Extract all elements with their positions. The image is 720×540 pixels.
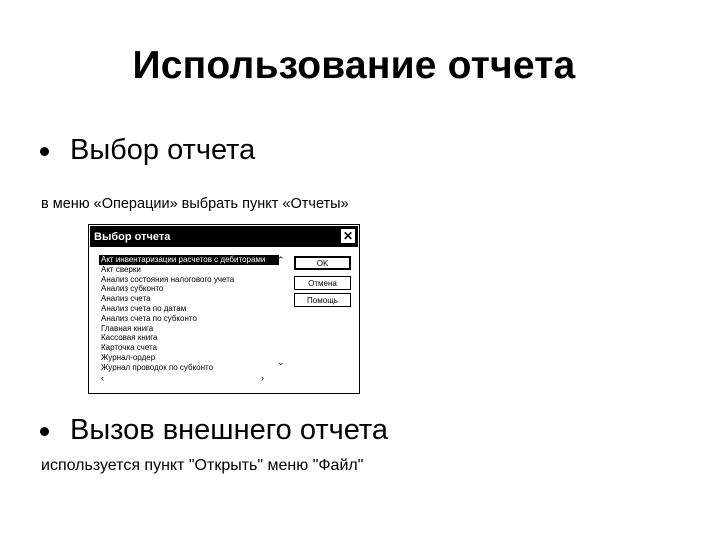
ok-button[interactable]: OK: [294, 256, 351, 270]
list-item[interactable]: Анализ счета по субконто: [101, 313, 197, 323]
scroll-down-icon[interactable]: ⌄: [277, 357, 285, 367]
dialog-title: Выбор отчета: [94, 230, 171, 243]
scroll-up-icon[interactable]: ⌃: [277, 255, 285, 265]
report-list[interactable]: [99, 255, 279, 375]
scroll-left-icon[interactable]: ‹: [101, 373, 104, 383]
bullet-dot: [40, 147, 49, 156]
list-item[interactable]: Акт инвентаризации расчетов с дебиторами: [99, 255, 279, 265]
list-item[interactable]: Анализ состояния налогового учета: [101, 274, 235, 284]
scroll-right-icon[interactable]: ›: [261, 373, 264, 383]
list-item[interactable]: Кассовая книга: [101, 333, 158, 343]
bullet-report-selection: [40, 134, 255, 167]
instruction-text: используется пункт "Открыть" меню "Файл": [41, 457, 364, 474]
list-item[interactable]: Главная книга: [101, 323, 154, 333]
bullet-external-report: [40, 414, 388, 447]
list-item[interactable]: Анализ субконто: [101, 284, 164, 294]
close-icon[interactable]: ✕: [342, 229, 354, 243]
list-item[interactable]: Карточка счета: [101, 343, 158, 353]
bullet-label: Выбор отчета: [70, 134, 256, 166]
help-button[interactable]: Помощь: [294, 293, 351, 307]
list-item[interactable]: Акт сверки: [101, 264, 141, 274]
dialog-titlebar: [90, 226, 358, 247]
list-item[interactable]: Анализ счета: [101, 294, 151, 304]
report-selection-dialog: [88, 224, 360, 394]
bullet-dot: [40, 427, 49, 436]
list-item[interactable]: Анализ счета по датам: [101, 303, 187, 313]
list-item[interactable]: Журнал-ордер: [101, 352, 156, 362]
list-item[interactable]: Журнал проводок по субконто: [101, 362, 214, 372]
bullet-label: Вызов внешнего отчета: [70, 414, 388, 446]
page-title: Использование отчета: [132, 44, 576, 87]
instruction-text: в меню «Операции» выбрать пункт «Отчеты»: [41, 196, 349, 212]
cancel-button[interactable]: Отмена: [294, 276, 351, 290]
